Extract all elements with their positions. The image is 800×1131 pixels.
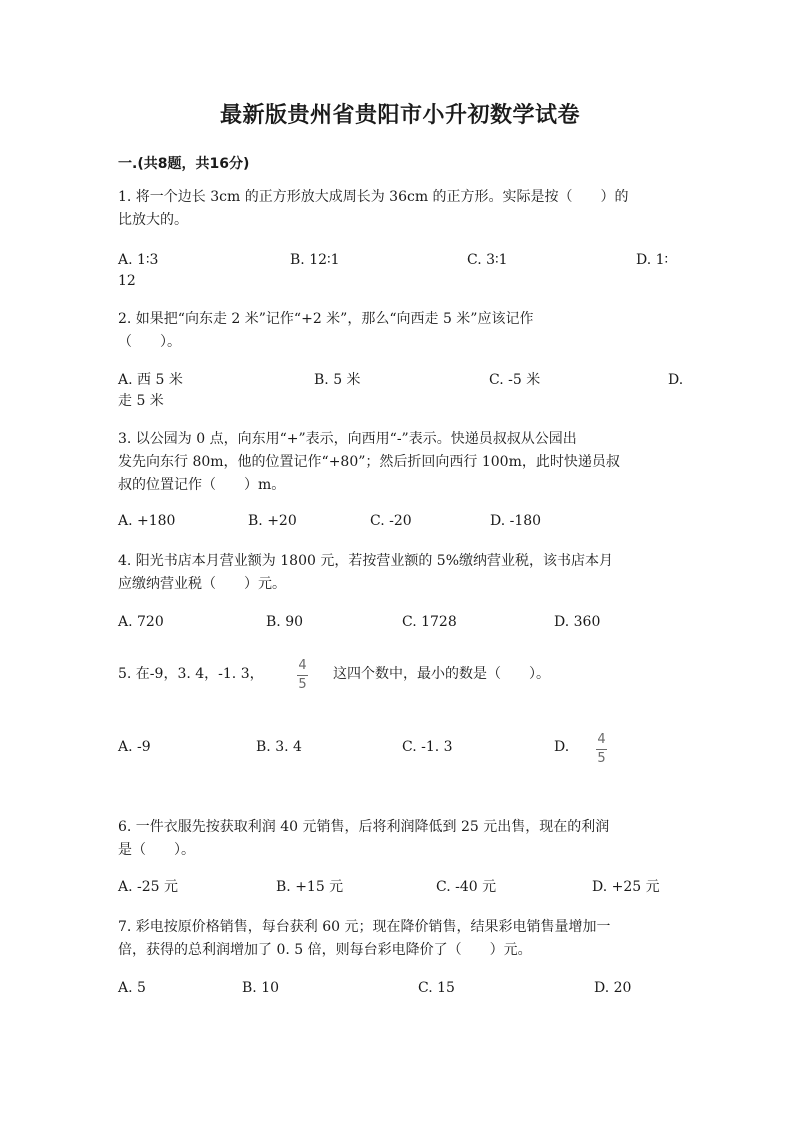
question-7-line-2: 倍，获得的总利润增加了 0. 5 倍，则每台彩电降价了（ ）元。 [118, 942, 532, 958]
question-2-option-a[interactable]: A. 西 5 米 [118, 372, 183, 388]
question-6-option-c[interactable]: C. -40 元 [436, 879, 497, 895]
question-4 [118, 550, 683, 596]
question-6 [118, 816, 683, 862]
question-2-option-d[interactable]: D. [668, 372, 684, 388]
exam-title: 最新版贵州省贵阳市小升初数学试卷 [219, 103, 580, 128]
question-7-option-a[interactable]: A. 5 [118, 980, 146, 996]
question-4-line-1: 4. 阳光书店本月营业额为 1800 元，若按营业额的 5%缴纳营业税，该书店本月 [118, 553, 613, 569]
question-5-text-end: 这四个数中，最小的数是（ ）。 [333, 666, 550, 682]
question-5-option-b[interactable]: B. 3. 4 [256, 739, 302, 755]
question-6-line-1: 6. 一件衣服先按获取利润 40 元销售，后将利润降低到 25 元出售，现在的利润 [118, 819, 610, 835]
question-1-option-b[interactable]: B. 12∶1 [290, 252, 340, 268]
question-3-line-1: 3. 以公园为 0 点，向东用“+”表示，向西用“-”表示。快递员叔叔从公园出 [118, 431, 577, 447]
question-6-option-d[interactable]: D. +25 元 [592, 879, 660, 895]
question-7-option-b[interactable]: B. 10 [242, 980, 280, 996]
question-3-option-c[interactable]: C. -20 [370, 513, 412, 529]
fraction-bar [297, 675, 308, 676]
question-7-line-1: 7. 彩电按原价格销售，每台获利 60 元；现在降价销售，结果彩电销售量增加一 [118, 919, 611, 935]
question-5-fraction-denominator: 5 [298, 677, 307, 692]
question-1-option-a[interactable]: A. 1∶3 [118, 252, 159, 268]
section-heading: 一.(共8题，共16分) [118, 156, 250, 172]
question-1-option-d[interactable]: D. 1∶ [636, 252, 669, 268]
question-5-option-d-fraction [596, 733, 607, 766]
option-d-fraction-denominator: 5 [597, 751, 606, 766]
question-7-option-c[interactable]: C. 15 [418, 980, 455, 996]
question-7 [118, 916, 683, 962]
question-2-option-d-continued: 走 5 米 [118, 393, 164, 409]
question-2-line-1: 2. 如果把“向东走 2 米”记作“+2 米”，那么“向西走 5 米”应该记作 [118, 311, 534, 327]
question-7-option-d[interactable]: D. 20 [594, 980, 632, 996]
question-3 [118, 428, 683, 497]
question-6-line-2: 是（ ）。 [118, 842, 195, 858]
question-1-option-c[interactable]: C. 3∶1 [467, 252, 508, 268]
question-1-option-d-continued: 12 [118, 273, 136, 289]
question-4-option-a[interactable]: A. 720 [118, 614, 164, 630]
question-3-line-2: 发先向东行 80m，他的位置记作“+80”；然后折回向西行 100m，此时快递员叔 [118, 454, 620, 470]
fraction-bar [596, 749, 607, 750]
question-1-line-1: 1. 将一个边长 3cm 的正方形放大成周长为 36cm 的正方形。实际是按（ ）的 [118, 189, 629, 205]
question-6-option-a[interactable]: A. -25 元 [118, 879, 179, 895]
question-2-line-2: （ ）。 [118, 334, 181, 350]
question-5-option-c[interactable]: C. -1. 3 [402, 739, 453, 755]
question-5-option-a[interactable]: A. -9 [118, 739, 151, 755]
question-5-fraction [297, 659, 308, 692]
question-4-option-b[interactable]: B. 90 [266, 614, 304, 630]
question-4-option-d[interactable]: D. 360 [554, 614, 601, 630]
question-3-option-d[interactable]: D. -180 [490, 513, 542, 529]
option-d-fraction-numerator: 4 [597, 732, 606, 747]
question-3-option-b[interactable]: B. +20 [248, 513, 297, 529]
question-6-option-b[interactable]: B. +15 元 [276, 879, 344, 895]
question-3-option-a[interactable]: A. +180 [118, 513, 176, 529]
question-5-fraction-numerator: 4 [298, 658, 307, 673]
question-3-line-3: 叔的位置记作（ ）m。 [118, 477, 286, 493]
question-2 [118, 308, 683, 354]
question-5-text-start: 5. 在-9，3. 4，-1. 3， [118, 666, 264, 682]
question-5-option-d[interactable]: D. [554, 739, 570, 755]
question-1-line-2: 比放大的。 [118, 212, 188, 228]
question-2-option-b[interactable]: B. 5 米 [314, 372, 361, 388]
question-1 [118, 186, 683, 232]
question-2-option-c[interactable]: C. -5 米 [489, 372, 541, 388]
question-4-line-2: 应缴纳营业税（ ）元。 [118, 576, 286, 592]
question-4-option-c[interactable]: C. 1728 [402, 614, 457, 630]
